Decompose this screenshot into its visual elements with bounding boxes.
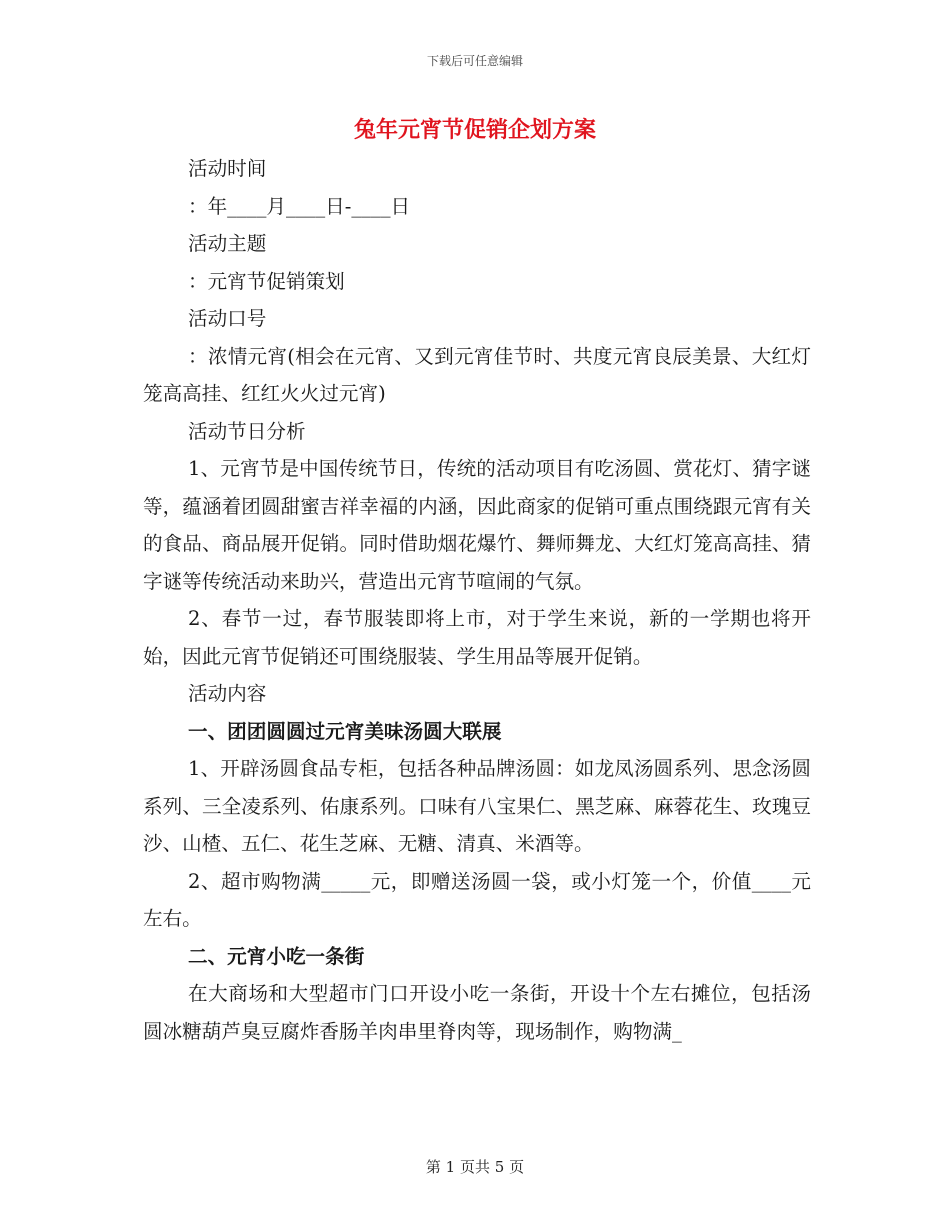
paragraph-activity-time-value: ：年____月____日-____日 [188,194,411,218]
document-body [143,150,811,1050]
paragraph-section-1-item-2: 2、超市购物满_____元，即赠送汤圆一袋，或小灯笼一个，价值____元左右。 [143,869,811,930]
paragraph-activity-content-label: 活动内容 [188,682,267,705]
paragraph-activity-theme-value: ：元宵节促销策划 [188,269,345,293]
paragraph-activity-theme-label: 活动主题 [188,232,267,255]
section-heading-2: 二、元宵小吃一条街 [188,944,365,968]
page-footer: 第 1 页共 5 页 [425,1158,525,1176]
paragraph-slogan-value: ：浓情元宵(相会在元宵、又到元宵佳节时、共度元宵良辰美景、大红灯笼高高挂、红红火火过元宵) [143,344,811,405]
paragraph-holiday-analysis-label: 活动节日分析 [188,419,306,443]
section-heading-1: 一、团团圆圆过元宵美味汤圆大联展 [188,719,502,743]
paragraph-activity-time-label: 活动时间 [188,157,267,180]
paragraph-analysis-point-1: 1、元宵节是中国传统节日，传统的活动项目有吃汤圆、赏花灯、猜字谜等，蕴涵着团圆甜蜜吉祥幸福的内涵，因此商家的促销可重点围绕跟元宵有关的食品、商品展开促销。同时借助烟花爆竹、舞师舞龙、大红灯笼高高挂、猜字谜等传统活动来助兴，营造出元宵节喧闹的气氛。 [143,457,811,593]
paragraph-analysis-point-2: 2、春节一过，春节服装即将上市，对于学生来说，新的一学期也将开始，因此元宵节促销还可围绕服装、学生用品等展开促销。 [143,607,811,668]
paragraph-slogan-label: 活动口号 [188,307,267,330]
paragraph-section-2-body: 在大商场和大型超市门口开设小吃一条街，开设十个左右摊位，包括汤圆冰糖葫芦臭豆腐炸香肠羊肉串里脊肉等，现场制作，购物满_ [143,982,811,1043]
document-title: 兔年元宵节促销企划方案 [353,117,596,143]
paragraph-section-1-item-1: 1、开辟汤圆食品专柜，包括各种品牌汤圆：如龙凤汤圆系列、思念汤圆系列、三全凌系列、佑康系列。口味有八宝果仁、黑芝麻、麻蓉花生、玫瑰豆沙、山楂、五仁、花生芝麻、无糖、清真、米酒等。 [143,757,811,855]
header-note: 下载后可任意编辑 [426,54,523,68]
